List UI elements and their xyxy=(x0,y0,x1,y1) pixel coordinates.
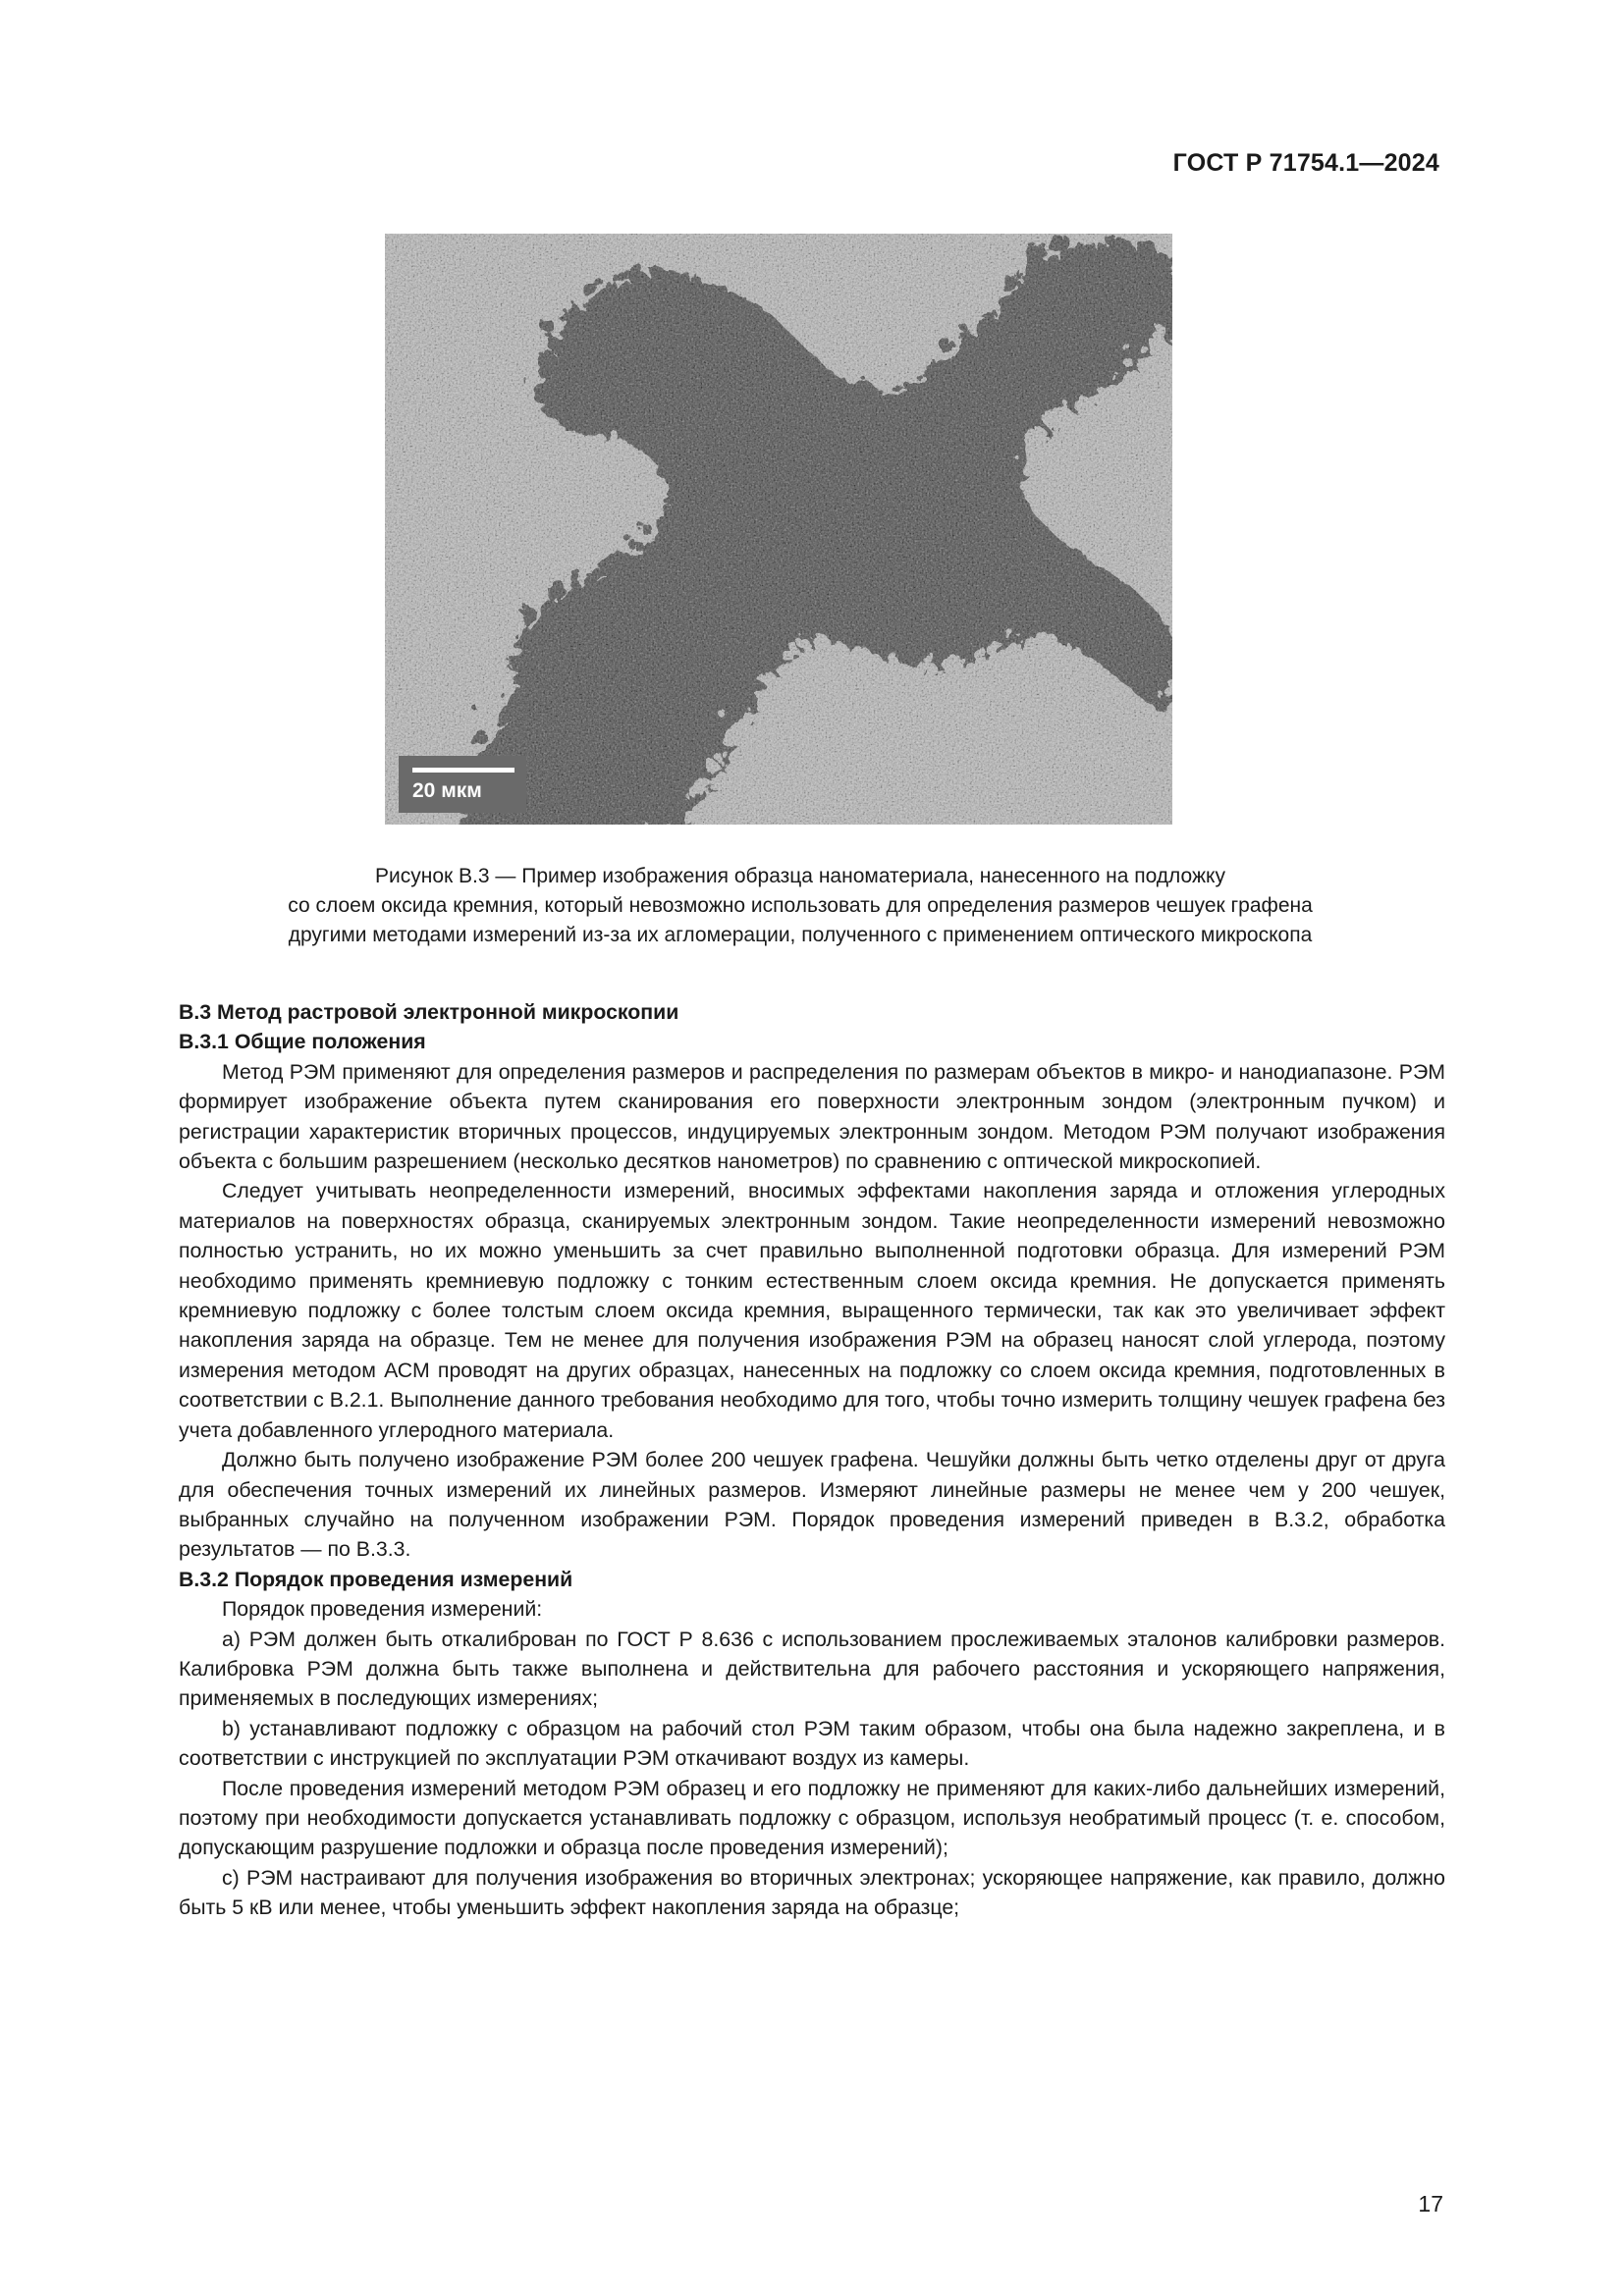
paragraph: Следует учитывать неопределенности измерений, вносимых эффектами накопления заряда и отложения углеродных материалов на поверхностях образца, сканируемых электронным зондом. Такие неопределенности измерений невозможно полностью устранить, но их можно уменьшить за счет правильно выполненной подготовки образца. Для измерений РЭМ необходимо применять кремниевую подложку с тонким естественным слоем оксида кремния. Не допускается применять кремниевую подложку с более толстым слоем оксида кремния, выращенного термически, так как это увеличивает эффект накопления заряда на образце. Тем не менее для получения изображения РЭМ на образец наносят слой углерода, поэтому измерения методом АСМ проводят на других образцах, нанесенных на подложку со слоем оксида кремния, подготовленных в соответствии с В.2.1. Выполнение данного требования необходимо для того, чтобы точно измерить толщину чешуек графена без учета добавленного углеродного материала. xyxy=(179,1179,1445,1442)
subsection-heading: В.3.1 Общие положения xyxy=(179,1030,426,1054)
paragraph: Порядок проведения измерений: xyxy=(222,1597,543,1622)
list-item: с) РЭМ настраивают для получения изображения во вторичных электронах; ускоряющее напряжение, как правило, должно быть 5 кВ или менее, чтобы уменьшить эффект накопления заряда на образце; xyxy=(179,1865,1445,1920)
figure-caption xyxy=(147,862,1453,950)
paragraph: Метод РЭМ применяют для определения размеров и распределения по размерам объектов в микро- и нанодиапазоне. РЭМ формирует изображение объекта путем сканирования его поверхности электронным зондом (электронным пучком) и регистрации характеристик вторичных процессов, индуцируемых электронным зондом. Методом РЭМ получают изображения объекта с большим разрешением (несколько десятков нанометров) по сравнению с оптической микроскопией. xyxy=(179,1059,1445,1174)
page-number: 17 xyxy=(1418,2191,1443,2216)
section-heading: В.3 Метод растровой электронной микроскопии xyxy=(179,1000,679,1024)
micrograph-image xyxy=(385,234,1172,825)
micrograph-figure xyxy=(385,234,1172,825)
caption-line: Рисунок В.3 — Пример изображения образца наноматериала, нанесенного на подложку xyxy=(375,865,1225,887)
scale-bar-line xyxy=(412,768,514,773)
scale-bar-label: 20 мкм xyxy=(412,779,482,802)
caption-line: со слоем оксида кремния, который невозможно использовать для определения размеров чешуек графена xyxy=(288,894,1313,917)
scale-bar xyxy=(399,756,526,813)
paragraph: После проведения измерений методом РЭМ образец и его подложку не применяют для каких-либо дальнейших измерений, поэтому при необходимости допускается устанавливать подложку с образцом, используя необратимый процесс (т. е. способом, допускающим разрушение подложки и образца после проведения измерений); xyxy=(179,1776,1445,1860)
caption-line: другими методами измерений из-за их агломерации, полученного с применением оптического микроскопа xyxy=(288,924,1313,946)
list-item: а) РЭМ должен быть откалиброван по ГОСТ Р 8.636 с использованием прослеживаемых эталонов калибровки размеров. Калибровка РЭМ должна быть также выполнена и действительна для рабочего расстояния и ускоряющего напряжения, применяемых в последующих измерениях; xyxy=(179,1627,1445,1711)
list-item: b) устанавливают подложку с образцом на рабочий стол РЭМ таким образом, чтобы она была надежно закреплена, и в соответствии с инструкцией по эксплуатации РЭМ откачивают воздух из камеры. xyxy=(179,1716,1445,1771)
subsection-heading: В.3.2 Порядок проведения измерений xyxy=(179,1567,573,1591)
standard-id: ГОСТ Р 71754.1—2024 xyxy=(1172,149,1439,177)
paragraph: Должно быть получено изображение РЭМ более 200 чешуек графена. Чешуйки должны быть четко отделены друг от друга для обеспечения точных измерений их линейных размеров. Измеряют линейные размеры не менее чем у 200 чешуек, выбранных случайно на полученном изображении РЭМ. Порядок проведения измерений приведен в В.3.2, обработка результатов — по В.3.3. xyxy=(179,1448,1445,1562)
document-body xyxy=(179,997,1445,1923)
